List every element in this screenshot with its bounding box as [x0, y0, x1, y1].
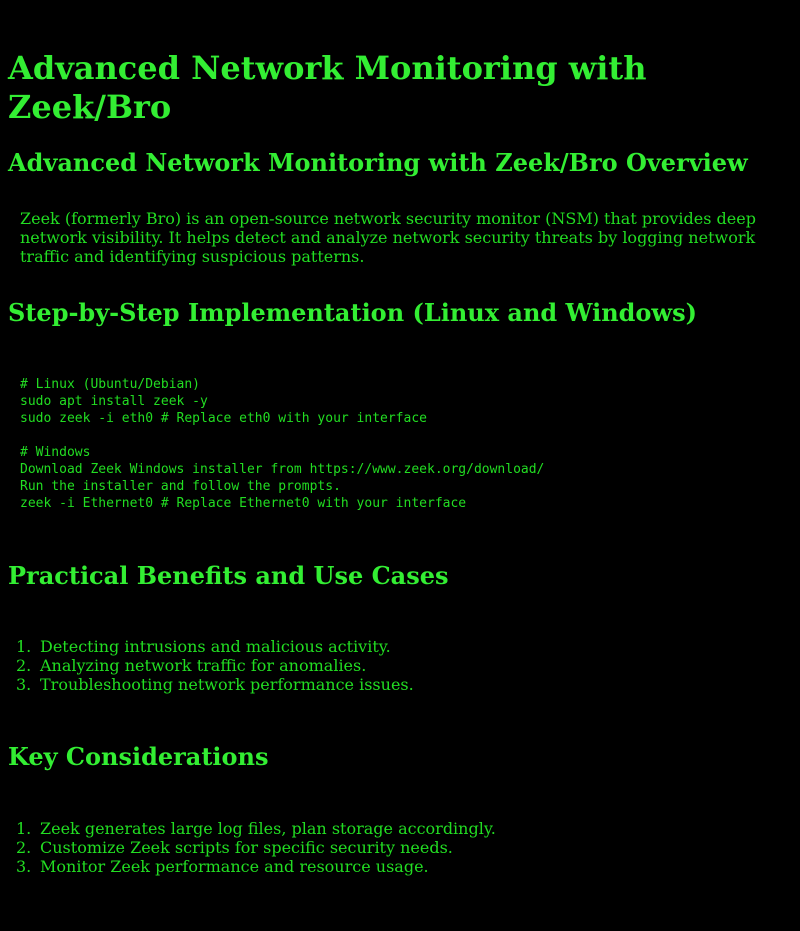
- list-item: [8, 857, 496, 876]
- benefits-heading: Practical Benefits and Use Cases: [8, 561, 449, 590]
- list-item-text: Monitor Zeek performance and resource usage.: [40, 857, 429, 876]
- list-item: [8, 819, 496, 838]
- list-item: [8, 675, 414, 694]
- considerations-list: [8, 819, 496, 876]
- list-number: 1.: [16, 637, 32, 656]
- benefits-list: [8, 637, 414, 694]
- list-item: [8, 637, 414, 656]
- list-number: 3.: [16, 675, 32, 694]
- list-item: [8, 656, 414, 675]
- considerations-heading: Key Considerations: [8, 742, 269, 771]
- list-number: 1.: [16, 819, 32, 838]
- list-number: 2.: [16, 838, 32, 857]
- list-number: 2.: [16, 656, 32, 675]
- list-number: 3.: [16, 857, 32, 876]
- page-title: Advanced Network Monitoring with Zeek/Bro: [8, 49, 647, 126]
- list-item-text: Detecting intrusions and malicious activity.: [40, 637, 391, 656]
- install-code-block: # Linux (Ubuntu/Debian) sudo apt install zeek -y sudo zeek -i eth0 # Replace eth0 with your interface # Windows Download Zeek Windows installer from https://www.zeek.org/download/ Run the installer and follow the prompts. zeek -i Ethernet0 # Replace Ethernet0 with your interface: [20, 377, 545, 511]
- list-item-text: Analyzing network traffic for anomalies.: [40, 656, 367, 675]
- list-item: [8, 838, 496, 857]
- list-item-text: Customize Zeek scripts for specific security needs.: [40, 838, 453, 857]
- list-item-text: Zeek generates large log files, plan storage accordingly.: [40, 819, 496, 838]
- list-item-text: Troubleshooting network performance issues.: [40, 675, 414, 694]
- implementation-heading: Step-by-Step Implementation (Linux and Windows): [8, 298, 697, 327]
- overview-paragraph: Zeek (formerly Bro) is an open-source network security monitor (NSM) that provides deep network visibility. It helps detect and analyze network security threats by logging network traffic and identifying suspicious patterns.: [20, 209, 756, 266]
- overview-heading: Advanced Network Monitoring with Zeek/Bro Overview: [8, 148, 748, 177]
